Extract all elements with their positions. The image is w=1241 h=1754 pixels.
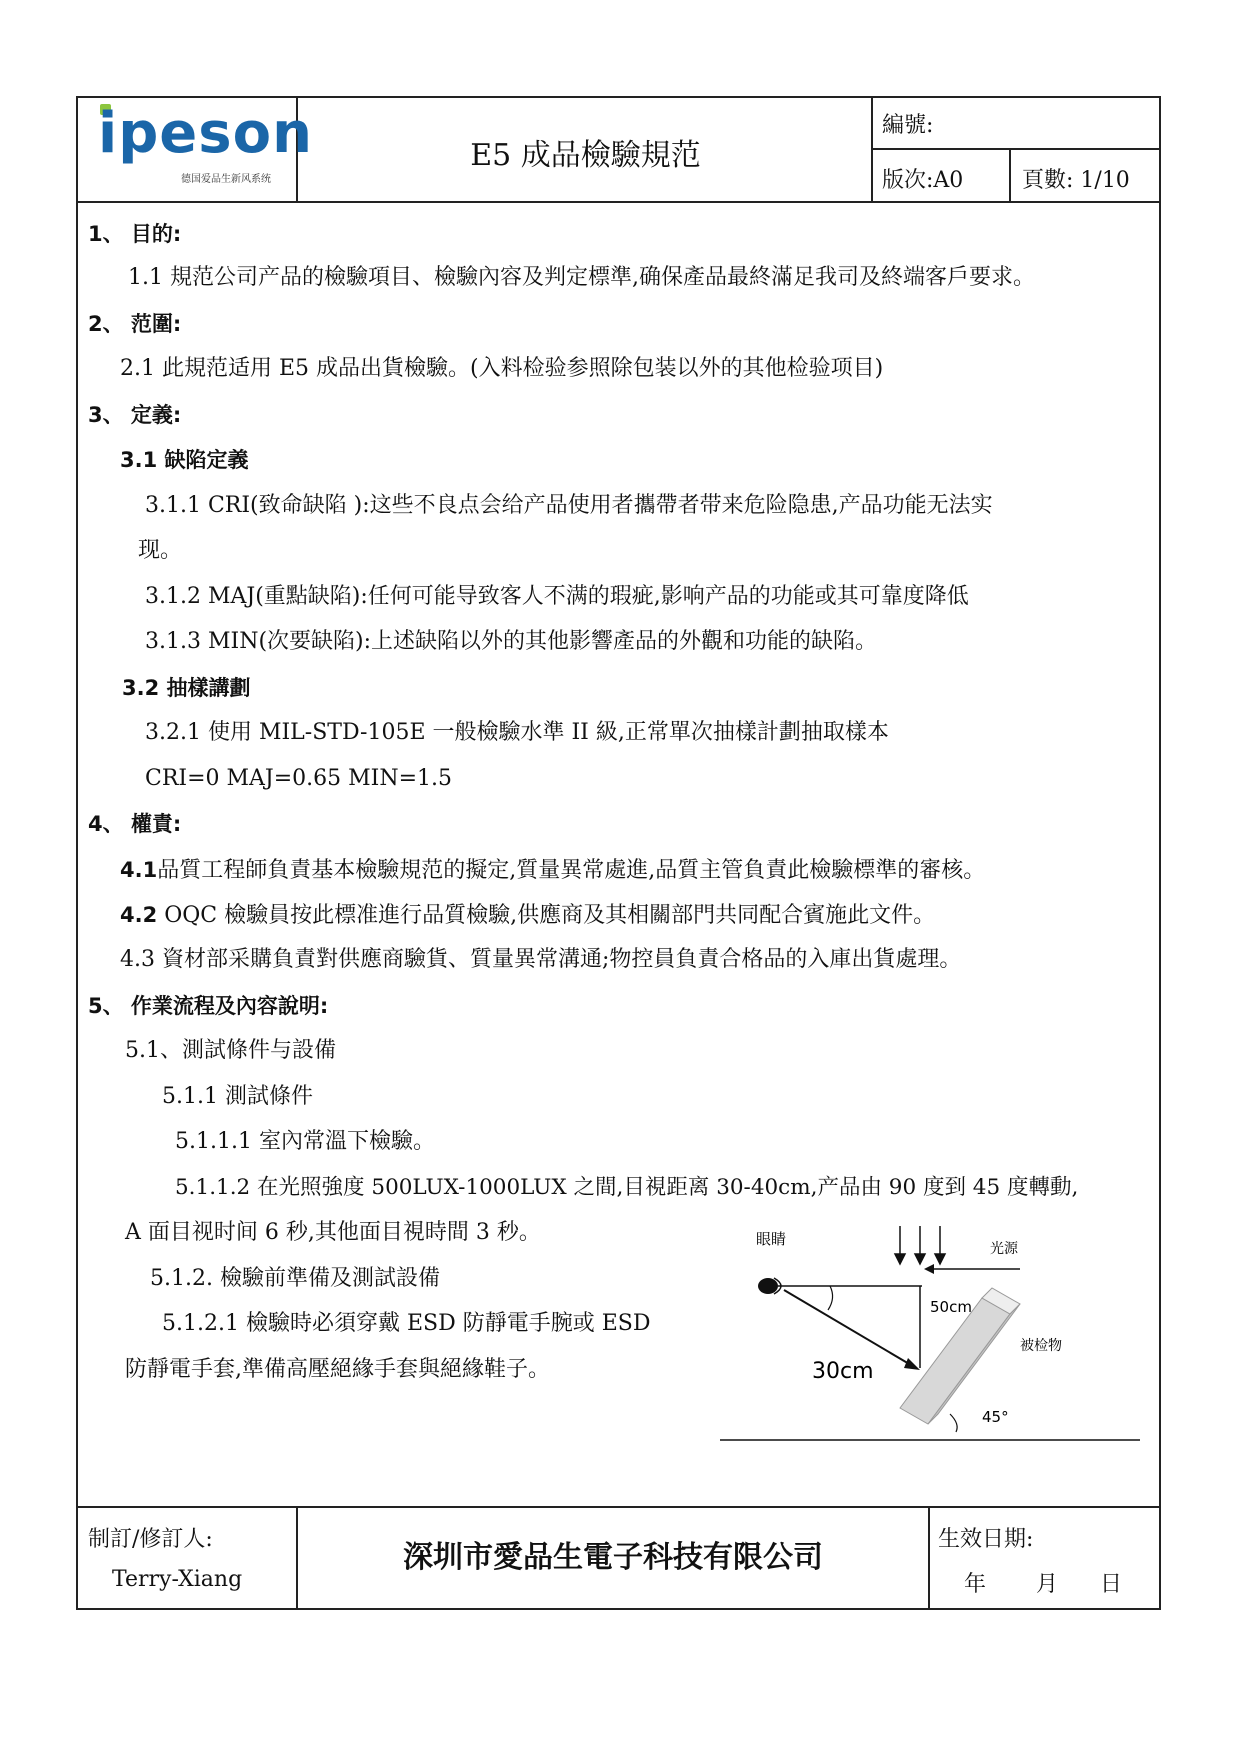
- page-count-label: 頁數: 1/10: [1022, 168, 1130, 193]
- eye-icon: [758, 1278, 778, 1294]
- angle-arc: [828, 1286, 833, 1310]
- distance-50-label: 50cm: [930, 1298, 972, 1316]
- section-heading: 2、 范圍:: [88, 312, 182, 336]
- paragraph: 1.1 規范公司产品的檢驗項目、檢驗內容及判定標準,确保產品最終滿足我司及終端客戶要求。: [128, 265, 1035, 290]
- month-label: 月: [1036, 1572, 1059, 1597]
- paragraph: [120, 893, 935, 938]
- paragraph: 3.2.1 使用 MIL-STD-105E 一般檢驗水準 II 級,正常單次抽樣計劃抽取樣本: [145, 720, 889, 745]
- paragraph: 3.1.3 MIN(次要缺陷):上述缺陷以外的其他影響產品的外觀和功能的缺陷。: [145, 629, 878, 654]
- light-arrows: [895, 1226, 945, 1264]
- paragraph: 3.1.1 CRI(致命缺陷 ):这些不良点会给产品使用者攜帶者带来危险隐患,产品功能无法实: [145, 493, 993, 518]
- logo-subtitle: 德国爱品生新风系统: [181, 174, 271, 185]
- paragraph: CRI=0 MAJ=0.65 MIN=1.5: [145, 766, 453, 791]
- angle-arc-45: [950, 1414, 957, 1432]
- subsection-heading: 3.2 抽樣講劃: [122, 676, 251, 700]
- header-row-divider: [871, 148, 1161, 150]
- effective-date-label: 生效日期:: [938, 1527, 1034, 1552]
- author-label: 制訂/修訂人:: [88, 1527, 213, 1552]
- paragraph: 2.1 此規范适用 E5 成品出貨檢驗。(入料检验参照除包装以外的其他检验项目): [120, 356, 884, 381]
- item-number: 4.2: [120, 903, 158, 927]
- arrowhead: [904, 1358, 920, 1370]
- paragraph: [120, 848, 985, 893]
- distance-30-label: 30cm: [812, 1359, 874, 1384]
- paragraph: 4.3 資材部采購負責對供應商驗貨、質量異常溝通;物控員負責合格品的入庫出貨處理。: [120, 947, 962, 972]
- inspected-object-label: 被检物: [1020, 1338, 1062, 1354]
- paragraph: 5.1.1 測試條件: [162, 1084, 313, 1109]
- year-label: 年: [964, 1572, 987, 1597]
- company-name: 深圳市愛品生電子科技有限公司: [403, 1540, 823, 1575]
- eye-label: 眼睛: [756, 1230, 787, 1248]
- version-label: 版次:A0: [882, 168, 964, 193]
- light-source-label: 光源: [990, 1241, 1018, 1257]
- footer-col-divider: [928, 1506, 930, 1610]
- document-title: E5 成品檢驗規范: [470, 138, 701, 173]
- section-heading: 5、 作業流程及內容說明:: [88, 994, 329, 1018]
- footer-divider: [76, 1506, 1161, 1508]
- company-logo: [86, 100, 313, 192]
- paragraph: 5.1.1.2 在光照強度 500LUX-1000LUX 之間,目視距离 30-40cm,产品由 90 度到 45 度轉動,: [175, 1175, 1079, 1200]
- document-number-label: 編號:: [882, 113, 934, 138]
- subsection-heading: 3.1 缺陷定義: [120, 448, 249, 472]
- section-heading: 4、 權責:: [88, 812, 182, 836]
- angle-45-label: 45°: [982, 1408, 1009, 1426]
- paragraph: 现。: [138, 538, 183, 563]
- logo-text: ipeson: [98, 101, 313, 166]
- paragraph: 3.1.2 MAJ(重點缺陷):任何可能导致客人不满的瑕疵,影响产品的功能或其可靠度降低: [145, 584, 969, 609]
- paragraph: 防靜電手套,準備高壓絕緣手套與絕緣鞋子。: [125, 1357, 550, 1382]
- inspection-setup-diagram: [720, 1218, 1150, 1453]
- header-col-divider: [1009, 150, 1011, 203]
- paragraph: 5.1.1.1 室內常溫下檢驗。: [175, 1129, 435, 1154]
- header-divider: [76, 201, 1161, 203]
- paragraph: A 面目视时间 6 秒,其他面目視時間 3 秒。: [125, 1220, 541, 1245]
- section-heading: 1、 目的:: [88, 222, 182, 246]
- arrowhead: [924, 1264, 934, 1274]
- item-text: 品質工程師負責基本檢驗規范的擬定,質量異常處進,品質主管負責此檢驗標準的審核。: [157, 858, 986, 883]
- day-label: 日: [1100, 1572, 1123, 1597]
- item-text: OQC 檢驗員按此標准進行品質檢驗,供應商及其相關部門共同配合賓施此文件。: [157, 903, 936, 928]
- author-name: Terry-Xiang: [112, 1567, 243, 1592]
- view-arrow: [784, 1290, 916, 1368]
- paragraph: 5.1、測試條件与設備: [125, 1038, 336, 1063]
- paragraph: 5.1.2.1 檢驗時必須穿戴 ESD 防靜電手腕或 ESD: [162, 1311, 651, 1336]
- paragraph: 5.1.2. 檢驗前準備及測試設備: [150, 1266, 440, 1291]
- item-number: 4.1: [120, 858, 158, 882]
- section-heading: 3、 定義:: [88, 403, 182, 427]
